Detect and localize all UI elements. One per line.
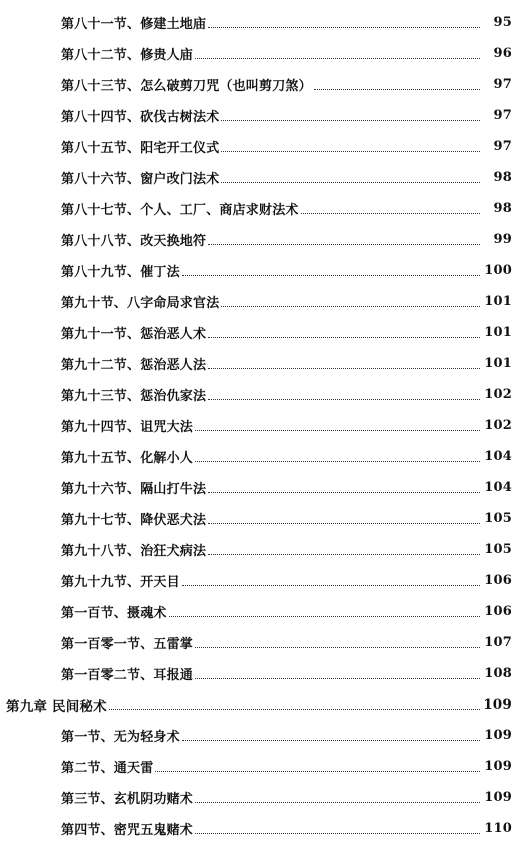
toc-entry-page: 109 xyxy=(484,759,512,774)
toc-entry[interactable] xyxy=(0,596,530,627)
toc-entry-title: 第二节、通天雷 xyxy=(61,761,154,776)
toc-entry-title: 第三节、玄机阴功赌术 xyxy=(61,792,194,807)
dot-leader xyxy=(221,151,480,152)
toc-entry-title: 第九十九节、开天目 xyxy=(61,575,180,590)
toc-entry[interactable] xyxy=(0,100,530,131)
toc-entry-title: 第九十五节、化解小人 xyxy=(61,451,194,466)
dot-leader xyxy=(208,337,480,338)
toc-entry-title: 第八十六节、窗户改门法术 xyxy=(61,172,220,187)
dot-leader xyxy=(182,275,480,276)
dot-leader xyxy=(314,89,480,90)
toc-entry-page: 98 xyxy=(493,170,512,185)
toc-entry[interactable] xyxy=(0,38,530,69)
toc-entry-page: 102 xyxy=(484,387,512,402)
toc-entry[interactable] xyxy=(0,317,530,348)
toc-entry-title: 第九十节、八字命局求官法 xyxy=(61,296,220,311)
toc-entry-page: 101 xyxy=(484,356,512,371)
toc-entry-title: 第九十四节、诅咒大法 xyxy=(61,420,194,435)
toc-entry[interactable] xyxy=(0,751,530,782)
toc-entry-page: 99 xyxy=(493,232,512,247)
toc-entry[interactable] xyxy=(0,627,530,658)
toc-entry-page: 95 xyxy=(493,15,512,30)
dot-leader xyxy=(221,182,480,183)
dot-leader xyxy=(301,213,480,214)
dot-leader xyxy=(169,616,480,617)
toc-entry-page: 101 xyxy=(484,294,512,309)
toc-entry[interactable] xyxy=(0,472,530,503)
toc-entry-page: 97 xyxy=(493,108,512,123)
toc-entry[interactable] xyxy=(0,658,530,689)
dot-leader xyxy=(208,244,480,245)
toc-entry-page: 97 xyxy=(493,77,512,92)
toc-entry-title: 第九十七节、降伏恶犬法 xyxy=(61,513,207,528)
toc-entry-title: 第九十六节、隔山打牛法 xyxy=(61,482,207,497)
toc-entry[interactable] xyxy=(0,503,530,534)
dot-leader xyxy=(221,120,480,121)
toc-entry[interactable] xyxy=(0,720,530,751)
toc-entry[interactable] xyxy=(0,410,530,441)
toc-entry-page: 96 xyxy=(493,46,512,61)
toc-entry[interactable] xyxy=(0,193,530,224)
toc-entry-title: 第九十八节、治狂犬病法 xyxy=(61,544,207,559)
toc-entry-page: 107 xyxy=(484,635,512,650)
toc-entry-title: 第八十四节、砍伐古树法术 xyxy=(61,110,220,125)
toc-entry-title: 第一百节、摄魂术 xyxy=(61,606,167,621)
toc-entry[interactable] xyxy=(0,131,530,162)
toc-entry-title: 第八十二节、修贵人庙 xyxy=(61,48,194,63)
dot-leader xyxy=(208,368,480,369)
toc-entry-page: 98 xyxy=(493,201,512,216)
toc-entry-page: 109 xyxy=(484,790,512,805)
dot-leader xyxy=(195,58,480,59)
toc-entry-title: 第八十一节、修建土地庙 xyxy=(61,17,207,32)
toc-entry[interactable] xyxy=(0,69,530,100)
dot-leader xyxy=(221,306,480,307)
toc-entry-title: 第九十一节、惩治恶人术 xyxy=(61,327,207,342)
toc-chapter-title: 第九章 民间秘术 xyxy=(6,698,107,715)
toc-entry[interactable] xyxy=(0,813,530,844)
toc-entry[interactable] xyxy=(0,7,530,38)
toc-entry-page: 101 xyxy=(484,325,512,340)
toc-entry-title: 第八十七节、个人、工厂、商店求财法术 xyxy=(61,203,299,218)
toc-entry-title: 第九十三节、惩治仇家法 xyxy=(61,389,207,404)
toc-entry-title: 第九十二节、惩治恶人法 xyxy=(61,358,207,373)
toc-entry-page: 100 xyxy=(484,263,512,278)
toc-entry[interactable] xyxy=(0,224,530,255)
toc-entry-title: 第八十五节、阳宅开工仪式 xyxy=(61,141,220,156)
toc-entry[interactable] xyxy=(0,534,530,565)
toc-entry-page: 104 xyxy=(484,480,512,495)
dot-leader xyxy=(208,27,480,28)
toc-entry[interactable] xyxy=(0,255,530,286)
toc-entry-page: 108 xyxy=(484,666,512,681)
dot-leader xyxy=(208,554,480,555)
toc-entry-title: 第一百零一节、五雷掌 xyxy=(61,637,194,652)
toc-entry-page: 110 xyxy=(484,821,512,836)
table-of-contents xyxy=(0,7,530,844)
dot-leader xyxy=(182,740,480,741)
toc-entry[interactable] xyxy=(0,441,530,472)
toc-entry-page: 102 xyxy=(484,418,512,433)
dot-leader xyxy=(182,585,480,586)
toc-entry[interactable] xyxy=(0,348,530,379)
dot-leader xyxy=(195,678,480,679)
dot-leader xyxy=(195,430,480,431)
toc-entry-page: 109 xyxy=(483,696,512,713)
toc-entry[interactable] xyxy=(0,782,530,813)
dot-leader xyxy=(195,802,480,803)
toc-entry-page: 106 xyxy=(484,604,512,619)
dot-leader xyxy=(208,523,480,524)
toc-entry-title: 第一节、无为轻身术 xyxy=(61,730,180,745)
toc-entry[interactable] xyxy=(0,565,530,596)
dot-leader xyxy=(109,709,480,710)
dot-leader xyxy=(195,647,480,648)
dot-leader xyxy=(208,492,480,493)
toc-entry-page: 106 xyxy=(484,573,512,588)
toc-entry-title: 第四节、密咒五鬼赌术 xyxy=(61,823,194,838)
toc-entry-page: 97 xyxy=(493,139,512,154)
toc-entry-page: 104 xyxy=(484,449,512,464)
toc-entry-title: 第八十八节、改天换地符 xyxy=(61,234,207,249)
dot-leader xyxy=(155,771,480,772)
toc-entry-title: 第一百零二节、耳报通 xyxy=(61,668,194,683)
dot-leader xyxy=(195,461,480,462)
toc-entry[interactable] xyxy=(0,162,530,193)
toc-entry[interactable] xyxy=(0,286,530,317)
toc-entry-title: 第八十九节、催丁法 xyxy=(61,265,180,280)
dot-leader xyxy=(208,399,480,400)
toc-entry[interactable] xyxy=(0,379,530,410)
toc-entry-page: 105 xyxy=(484,511,512,526)
toc-entry-title: 第八十三节、怎么破剪刀咒（也叫剪刀煞） xyxy=(61,79,312,94)
toc-chapter-entry[interactable] xyxy=(0,689,530,720)
toc-entry-page: 105 xyxy=(484,542,512,557)
toc-entry-page: 109 xyxy=(484,728,512,743)
